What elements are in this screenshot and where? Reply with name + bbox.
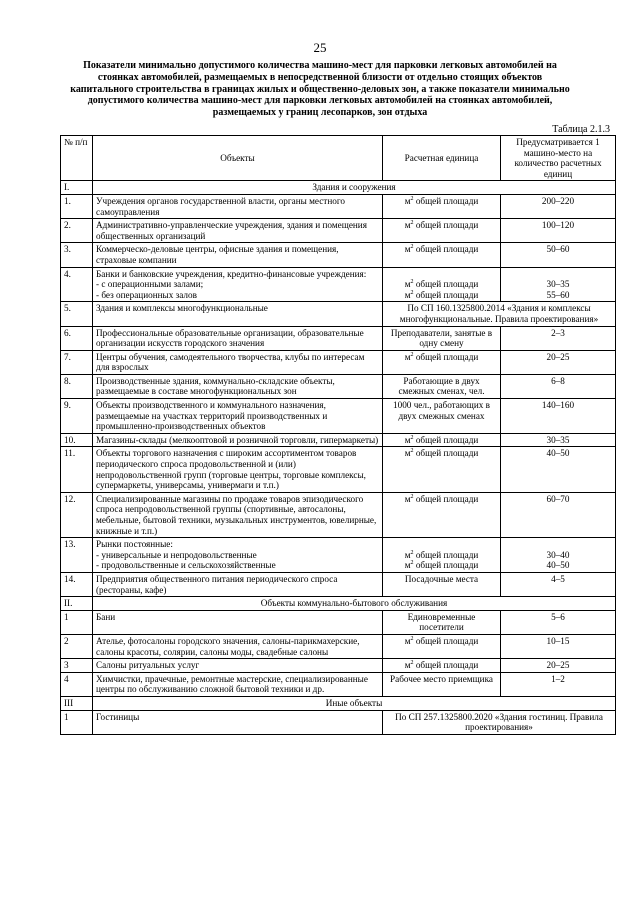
row-object: Производственные здания, коммунально-складские объекты, размещаемые в составе многофункциональных зон (93, 374, 383, 398)
row-object: Рынки постоянные: - универсальные и непродовольственные - продовольственные и сельскохозяйственные (93, 538, 383, 573)
row-value: 20–25 (501, 350, 616, 374)
row-unit: 1000 чел., работающих в двух смежных сменах (383, 399, 501, 434)
row-unit: $м^2$ общей площади (383, 243, 501, 267)
row-num: 5. (61, 302, 93, 326)
row-object: Салоны ритуальных услуг (93, 659, 383, 673)
row-num: 11. (61, 447, 93, 492)
row-object: Бани (93, 610, 383, 634)
section-title: Объекты коммунально-бытового обслуживания (93, 597, 616, 611)
page-number: 25 (313, 40, 327, 55)
table-row (61, 399, 616, 434)
header-object: Объекты (93, 136, 383, 181)
section-num: I. (61, 181, 93, 195)
row-value: 50–60 (501, 243, 616, 267)
table-row (61, 374, 616, 398)
table-row (61, 492, 616, 537)
row-object: Здания и комплексы многофункциональные (93, 302, 383, 326)
row-object: Профессиональные образовательные организации, образовательные организации искусств городского значения (93, 326, 383, 350)
section-num: II. (61, 597, 93, 611)
table-label: Таблица 2.1.3 (552, 124, 610, 135)
header-unit: Расчетная единица (383, 136, 501, 181)
row-unit: $м^2$ общей площади (383, 447, 501, 492)
row-unit: $м^2$ общей площади (383, 219, 501, 243)
row-num: 4 (61, 672, 93, 696)
row-num: 14. (61, 572, 93, 596)
row-unit: $м^2$ общей площади $м^2$ общей площади (383, 538, 501, 573)
row-value: 40–50 (501, 447, 616, 492)
table-row (61, 326, 616, 350)
table-row (61, 219, 616, 243)
row-value: 2–3 (501, 326, 616, 350)
table-row (61, 243, 616, 267)
table-row (61, 572, 616, 596)
row-unit: $м^2$ общей площади (383, 492, 501, 537)
row-value: 140–160 (501, 399, 616, 434)
table-row (61, 538, 616, 573)
parking-norms-table (60, 135, 616, 735)
row-unit: Работающие в двух смежных сменах, чел. (383, 374, 501, 398)
row-value: 200–220 (501, 194, 616, 218)
table-row (61, 634, 616, 658)
row-unit: Рабочее место приемщика (383, 672, 501, 696)
row-num: 1 (61, 610, 93, 634)
row-value: 30–35 55–60 (501, 267, 616, 302)
row-unit: $м^2$ общей площади (383, 350, 501, 374)
row-unit: $м^2$ общей площади $м^2$ общей площади (383, 267, 501, 302)
row-num: 12. (61, 492, 93, 537)
section-row (61, 696, 616, 710)
row-object: Банки и банковские учреждения, кредитно-финансовые учреждения: - с операционными залами; - без операционных залов (93, 267, 383, 302)
row-object: Специализированные магазины по продаже товаров эпизодического спроса непродовольственной группы (спортивные, автосалоны, мебельные, бытовой техники, музыкальных инструментов, ювелирные, книжные и т.п.) (93, 492, 383, 537)
row-num: 4. (61, 267, 93, 302)
document-title: Показатели минимально допустимого количества машино-мест для парковки легковых автомобилей на стоянках автомобилей, размещаемых в непосредственной близости от отдельно стоящих объектов капитального строительства в границах жилых и общественно-деловых зон, а также показатели минимально допустимого количества машино-мест для парковки легковых автомобилей на стоянках автомобилей, размещаемых у границ лесопарков, зон отдыха (70, 60, 570, 119)
row-unit-value: По СП 257.1325800.2020 «Здания гостиниц. Правила проектирования» (383, 710, 616, 734)
section-row (61, 181, 616, 195)
row-object: Коммерческо-деловые центры, офисные здания и помещения, страховые компании (93, 243, 383, 267)
row-value: 6–8 (501, 374, 616, 398)
row-num: 1. (61, 194, 93, 218)
section-num: III (61, 696, 93, 710)
row-unit: Посадочные места (383, 572, 501, 596)
table-row (61, 302, 616, 326)
table-header-row (61, 136, 616, 181)
row-object: Предприятия общественного питания периодического спроса (рестораны, кафе) (93, 572, 383, 596)
row-value: 5–6 (501, 610, 616, 634)
table-row (61, 350, 616, 374)
row-object: Объекты торгового назначения с широким ассортиментом товаров периодического спроса продовольственной и (или) непродовольственной групп (торговые центры, торговые комплексы, супермаркеты, универсамы, универмаги и т.п.) (93, 447, 383, 492)
header-value: Предусматривается 1 машино-место на количество расчетных единиц (501, 136, 616, 181)
row-value: 60–70 (501, 492, 616, 537)
row-unit-value: По СП 160.1325800.2014 «Здания и комплексы многофункциональные. Правила проектирования» (383, 302, 616, 326)
table-row (61, 610, 616, 634)
row-value: 4–5 (501, 572, 616, 596)
row-num: 2. (61, 219, 93, 243)
table-row (61, 267, 616, 302)
section-title: Здания и сооружения (93, 181, 616, 195)
row-object: Административно-управленческие учреждения, здания и помещения общественных организаций (93, 219, 383, 243)
row-num: 8. (61, 374, 93, 398)
row-num: 3 (61, 659, 93, 673)
row-value: 10–15 (501, 634, 616, 658)
table-row (61, 659, 616, 673)
row-value: 100–120 (501, 219, 616, 243)
row-unit: $м^2$ общей площади (383, 194, 501, 218)
row-object: Объекты производственного и коммунального назначения, размещаемые на участках территорий производственных и промышленно-производственных объектов (93, 399, 383, 434)
row-value: 1–2 (501, 672, 616, 696)
row-unit: Единовременные посетители (383, 610, 501, 634)
section-row (61, 597, 616, 611)
section-title: Иные объекты (93, 696, 616, 710)
row-object: Химчистки, прачечные, ремонтные мастерские, специализированные центры по обслуживанию сложной бытовой техники и др. (93, 672, 383, 696)
row-value: 30–40 40–50 (501, 538, 616, 573)
row-num: 13. (61, 538, 93, 573)
row-unit: $м^2$ общей площади (383, 659, 501, 673)
table-row (61, 194, 616, 218)
row-num: 1 (61, 710, 93, 734)
row-object: Магазины-склады (мелкооптовой и розничной торговли, гипермаркеты) (93, 433, 383, 447)
row-object: Гостиницы (93, 710, 383, 734)
row-object: Учреждения органов государственной власти, органы местного самоуправления (93, 194, 383, 218)
row-object: Центры обучения, самодеятельного творчества, клубы по интересам для взрослых (93, 350, 383, 374)
row-object: Ателье, фотосалоны городского значения, салоны-парикмахерские, салоны красоты, солярии, салоны моды, свадебные салоны (93, 634, 383, 658)
row-num: 6. (61, 326, 93, 350)
row-num: 2 (61, 634, 93, 658)
row-unit: $м^2$ общей площади (383, 634, 501, 658)
table-row (61, 447, 616, 492)
row-num: 7. (61, 350, 93, 374)
row-unit: $м^2$ общей площади (383, 433, 501, 447)
header-num: № п/п (61, 136, 93, 181)
row-value: 30–35 (501, 433, 616, 447)
table-row (61, 433, 616, 447)
row-num: 9. (61, 399, 93, 434)
table-row (61, 672, 616, 696)
row-unit: Преподаватели, занятые в одну смену (383, 326, 501, 350)
row-value: 20–25 (501, 659, 616, 673)
row-num: 10. (61, 433, 93, 447)
table-row (61, 710, 616, 734)
row-num: 3. (61, 243, 93, 267)
